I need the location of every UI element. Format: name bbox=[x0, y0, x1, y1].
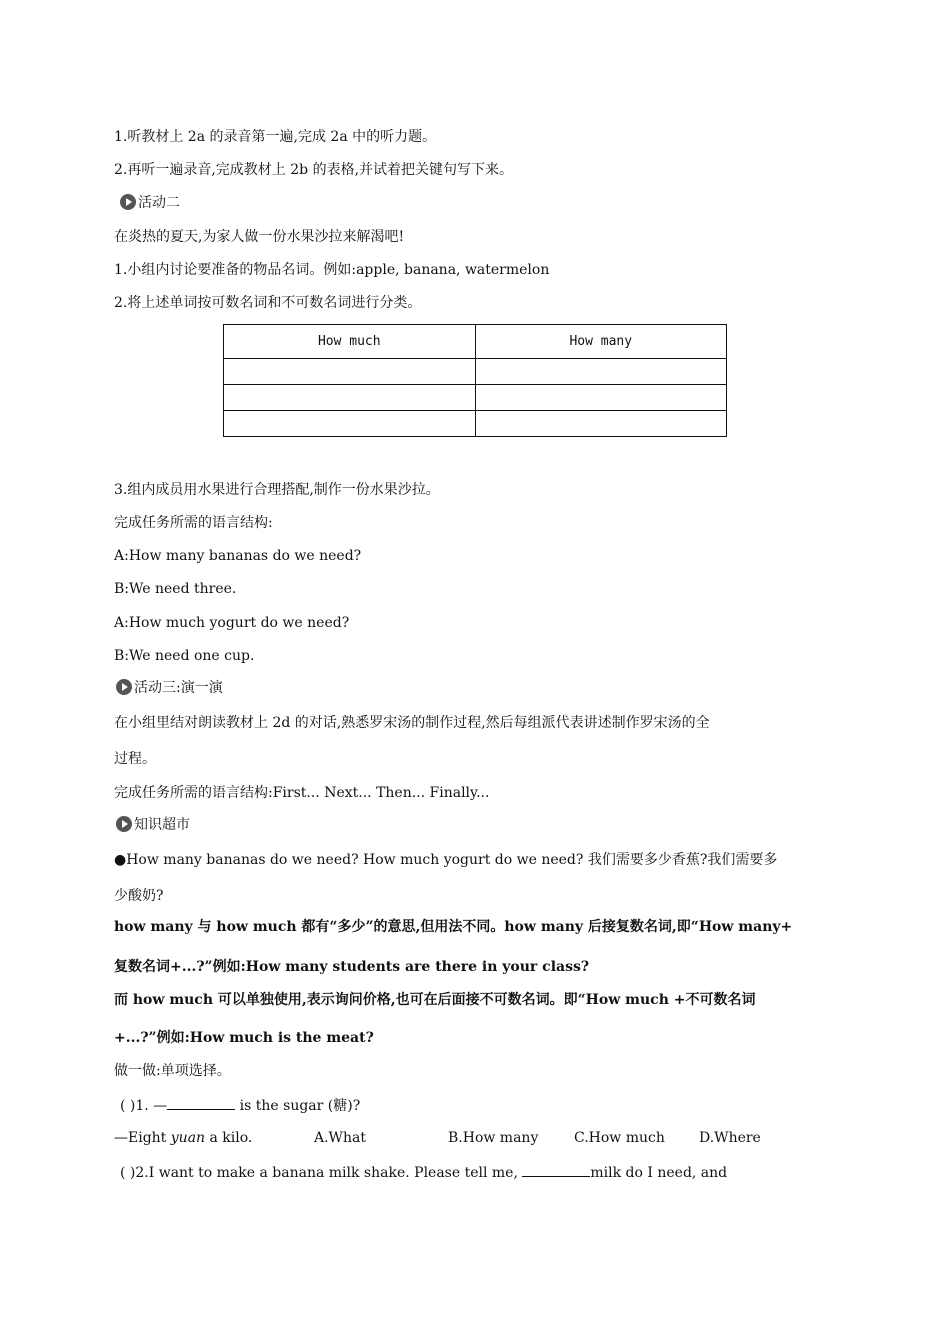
table-header-row bbox=[224, 325, 727, 359]
exercise-heading: 做一做:单项选择。 bbox=[114, 1063, 231, 1079]
activity-2-heading: 活动二 bbox=[120, 193, 180, 213]
question-2: ( )2.I want to make a banana milk shake. Please tell me, milk do I need, and bbox=[120, 1162, 727, 1183]
arrow-bullet-icon bbox=[116, 816, 132, 832]
knowledge-rule-1b: 复数名词+...?”例如:How many students are there in your class? bbox=[114, 959, 590, 975]
knowledge-point-1a: ●How many bananas do we need? How much yogurt do we need? 我们需要多少香蕉?我们需要多 bbox=[114, 852, 778, 868]
table-row bbox=[224, 411, 727, 437]
table-cell[interactable] bbox=[475, 385, 727, 411]
option-d[interactable]: D.Where bbox=[699, 1130, 761, 1146]
knowledge-rule-2a: 而 how much 可以单独使用,表示询问价格,也可在后面接不可数名词。即“How much +不可数名词 bbox=[114, 992, 756, 1008]
knowledge-market-heading: 知识超市 bbox=[116, 815, 190, 835]
dialog-line-b1: B:We need three. bbox=[114, 581, 237, 597]
activity-2-step-1: 1.小组内讨论要准备的物品名词。例如:apple, banana, watermelon bbox=[114, 262, 550, 278]
classification-table bbox=[223, 324, 727, 437]
knowledge-rule-2b: +...?”例如:How much is the meat? bbox=[114, 1030, 374, 1046]
table-cell[interactable] bbox=[475, 411, 727, 437]
activity-2-step-3: 3.组内成员用水果进行合理搭配,制作一份水果沙拉。 bbox=[114, 482, 440, 498]
table-cell[interactable] bbox=[224, 385, 476, 411]
dialog-line-a2: A:How much yogurt do we need? bbox=[114, 615, 350, 631]
knowledge-rule-1a: how many 与 how much 都有“多少”的意思,但用法不同。how many 后接复数名词,即“How many+ bbox=[114, 919, 793, 935]
activity-3-heading: 活动三:演一演 bbox=[116, 678, 223, 698]
option-a[interactable]: A.What bbox=[314, 1130, 366, 1146]
arrow-bullet-icon bbox=[116, 679, 132, 695]
language-structure-label: 完成任务所需的语言结构: bbox=[114, 515, 273, 531]
activity-3-desc-2: 过程。 bbox=[114, 751, 156, 767]
activity-2-intro: 在炎热的夏天,为家人做一份水果沙拉来解渴吧! bbox=[114, 229, 405, 245]
knowledge-point-1b: 少酸奶? bbox=[114, 888, 164, 904]
table-cell[interactable] bbox=[224, 359, 476, 385]
header-how-much: How much bbox=[224, 325, 476, 359]
option-c[interactable]: C.How much bbox=[574, 1130, 665, 1146]
activity-2-step-2: 2.将上述单词按可数名词和不可数名词进行分类。 bbox=[114, 295, 422, 311]
option-b[interactable]: B.How many bbox=[448, 1130, 539, 1146]
table-row bbox=[224, 385, 727, 411]
table-row bbox=[224, 359, 727, 385]
table-cell[interactable] bbox=[475, 359, 727, 385]
answer-blank[interactable] bbox=[167, 1095, 235, 1110]
activity-3-desc-1: 在小组里结对朗读教材上 2d 的对话,熟悉罗宋汤的制作过程,然后每组派代表讲述制作罗宋汤的全 bbox=[114, 715, 710, 731]
dialog-line-a1: A:How many bananas do we need? bbox=[114, 548, 362, 564]
listening-task-2: 2.再听一遍录音,完成教材上 2b 的表格,并试着把关键句写下来。 bbox=[114, 162, 514, 178]
header-how-many: How many bbox=[475, 325, 727, 359]
question-1: ( )1. — is the sugar (糖)? bbox=[120, 1095, 360, 1116]
listening-task-1: 1.听教材上 2a 的录音第一遍,完成 2a 中的听力题。 bbox=[114, 129, 437, 145]
dialog-line-b2: B:We need one cup. bbox=[114, 648, 255, 664]
arrow-bullet-icon bbox=[120, 194, 136, 210]
question-1-answer-line: —Eight yuan a kilo. A.What B.How many C.How much D.Where bbox=[114, 1130, 761, 1146]
activity-3-structure: 完成任务所需的语言结构:First... Next... Then... Finally... bbox=[114, 785, 490, 801]
answer-blank[interactable] bbox=[522, 1162, 590, 1177]
table-cell[interactable] bbox=[224, 411, 476, 437]
